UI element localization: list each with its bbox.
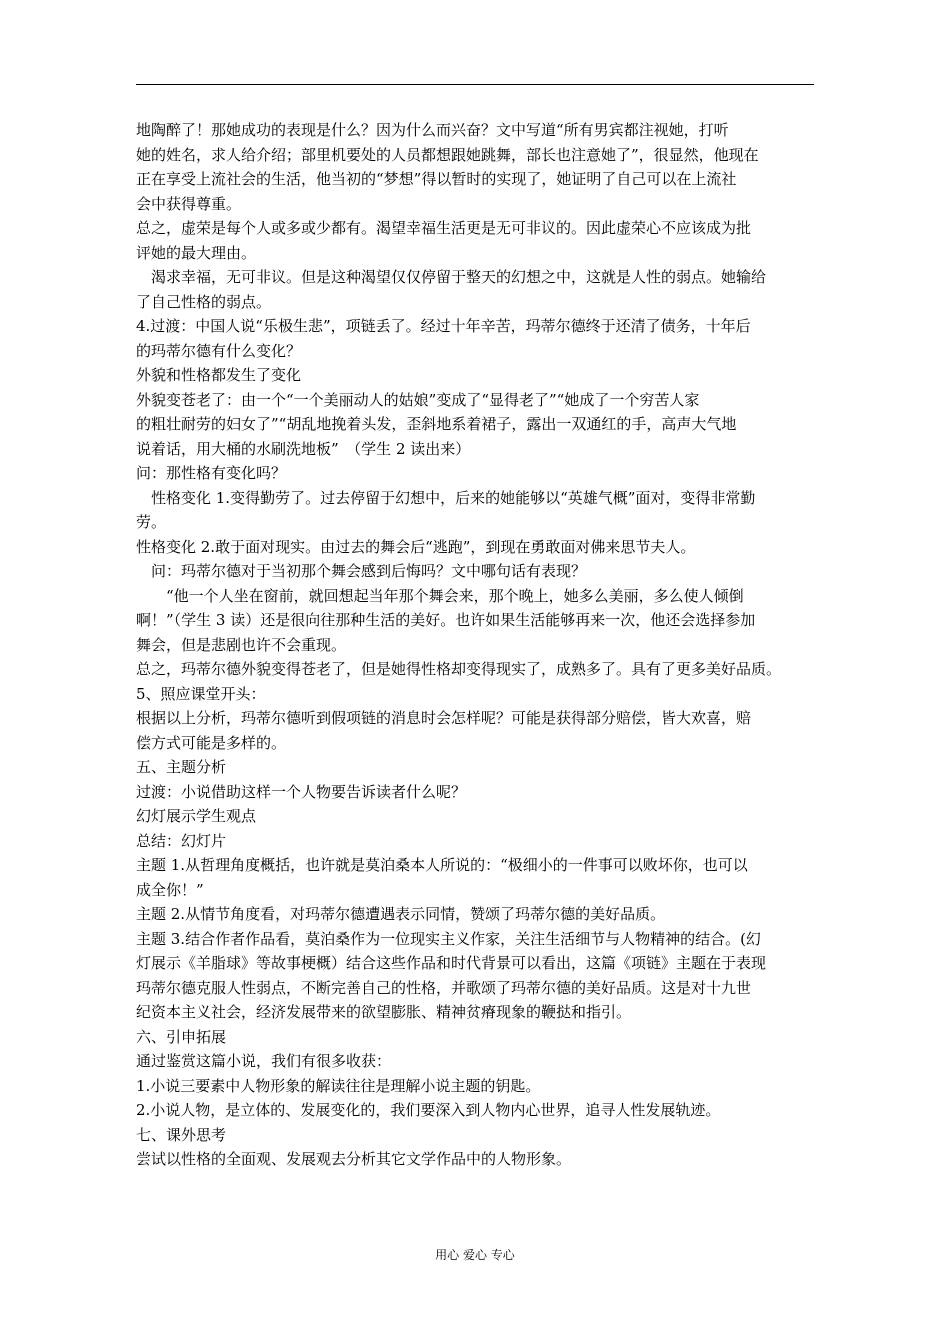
text-line: 问：玛蒂尔德对于当初那个舞会感到后悔吗？文中哪句话有表现？ <box>136 562 587 580</box>
text-line: 纪资本主义社会，经济发展带来的欲望膨胀、精神贫瘠现象的鞭挞和指引。 <box>136 1003 632 1021</box>
text-line: 1.小说三要素中人物形象的解读往往是理解小说主题的钥匙。 <box>136 1076 541 1095</box>
text-line: 通过鉴赏这篇小说，我们有很多收获： <box>136 1052 392 1070</box>
text-line: 性格变化 1.变得勤劳了。过去停留于幻想中，后来的她能够以“英雄气概”面对，变得非常勤 <box>136 488 756 507</box>
text-line: 正在享受上流社会的生活，他当初的“梦想”得以暂时的实现了，她证明了自己可以在上流社 <box>136 170 737 188</box>
page-footer: 用心 爱心 专心 <box>435 1248 515 1262</box>
text-line: 说着话，用大桶的水刷洗地板” （学生 2 读出来） <box>136 439 471 458</box>
text-line: 主题 2.从情节角度看，对玛蒂尔德遭遇表示同情，赞颂了玛蒂尔德的美好品质。 <box>136 905 666 923</box>
text-line: 玛蒂尔德克服人性弱点，不断完善自己的性格，并歌颂了玛蒂尔德的美好品质。这是对十九世 <box>136 978 752 997</box>
text-line: 的粗壮耐劳的妇女了”“胡乱地挽着头发，歪斜地系着裙子，露出一双通红的手，高声大气地 <box>136 415 737 433</box>
text-line: 成全你！” <box>136 880 204 899</box>
text-line: 4.过渡：中国人说“乐极生悲”，项链丢了。经过十年辛苦，玛蒂尔德终于还清了债务，十年后 <box>136 317 751 335</box>
text-line: 啊！”（学生 3 读）还是很向往那种生活的美好。也许如果生活能够再来一次，他还会选择参加 <box>136 611 756 629</box>
text-line: 劳。 <box>136 513 167 531</box>
text-line: 总之，虚荣是每个人或多或少都有。渴望幸福生活更是无可非议的。因此虚荣心不应该成为批 <box>136 219 752 237</box>
text-line: 尝试以性格的全面观、发展观去分析其它文学作品中的人物形象。 <box>136 1150 572 1168</box>
text-line: 2.小说人物，是立体的、发展变化的，我们要深入到人物内心世界，追寻人性发展轨迹。 <box>136 1101 721 1119</box>
text-line: 五、主题分析 <box>136 758 227 776</box>
text-line: 过渡：小说借助这样一个人物要告诉读者什么呢？ <box>136 782 467 801</box>
header-rule <box>136 84 814 85</box>
document-body <box>136 118 820 1172</box>
text-line: 舞会，但是悲剧也许不会重现。 <box>136 635 347 654</box>
text-line: 灯展示《羊脂球》等故事梗概）结合这些作品和时代背景可以看出，这篇《项链》主题在于表现 <box>136 954 767 972</box>
text-line: 六、引申拓展 <box>136 1027 227 1046</box>
text-line: 地陶醉了！那她成功的表现是什么？因为什么而兴奋？文中写道“所有男宾都注视她，打听 <box>136 121 729 139</box>
text-line: 她的姓名，求人给介绍；部里机要处的人员都想跟她跳舞，部长也注意她了”，很显然，他现在 <box>136 145 759 164</box>
text-line: 根据以上分析，玛蒂尔德听到假项链的消息时会怎样呢？可能是获得部分赔偿，皆大欢喜，赔 <box>136 709 752 727</box>
text-line: 会中获得尊重。 <box>136 194 242 213</box>
text-line: 了自己性格的弱点。 <box>136 292 272 311</box>
text-line: 问：那性格有变化吗？ <box>136 464 287 482</box>
text-line: 总之，玛蒂尔德外貌变得苍老了，但是她得性格却变得现实了，成熟多了。具有了更多美好品质。 <box>136 660 782 678</box>
text-line: 5、照应课堂开头： <box>136 684 266 703</box>
text-line: 外貌变苍老了：由一个“一个美丽动人的姑娘”变成了“显得老了”“她成了一个穷苦人家 <box>136 390 700 409</box>
text-line: 外貌和性格都发生了变化 <box>136 366 302 384</box>
text-line: 的玛蒂尔德有什么变化？ <box>136 341 302 360</box>
text-line: 评她的最大理由。 <box>136 243 257 262</box>
text-line: 幻灯展示学生观点 <box>136 807 257 825</box>
text-line: 主题 3.结合作者作品看，莫泊桑作为一位现实主义作家，关注生活细节与人物精神的结合。(幻 <box>136 929 761 948</box>
text-line: “他一个人坐在窗前，就回想起当年那个舞会来，那个晚上，她多么美丽，多么使人倾倒 <box>136 586 744 605</box>
text-line: 总结：幻灯片 <box>136 831 227 850</box>
text-line: 性格变化 2.敢于面对现实。由过去的舞会后“逃跑”，到现在勇敢面对佛来思节夫人。 <box>136 537 696 556</box>
text-line: 主题 1.从哲理角度概括，也许就是莫泊桑本人所说的：“极细小的一件事可以败坏你，也可以 <box>136 856 748 874</box>
text-line: 渴求幸福，无可非议。但是这种渴望仅仅停留于整天的幻想之中，这就是人性的弱点。她输给 <box>136 268 767 286</box>
text-line: 偿方式可能是多样的。 <box>136 733 287 752</box>
text-line: 七、课外思考 <box>136 1125 227 1144</box>
